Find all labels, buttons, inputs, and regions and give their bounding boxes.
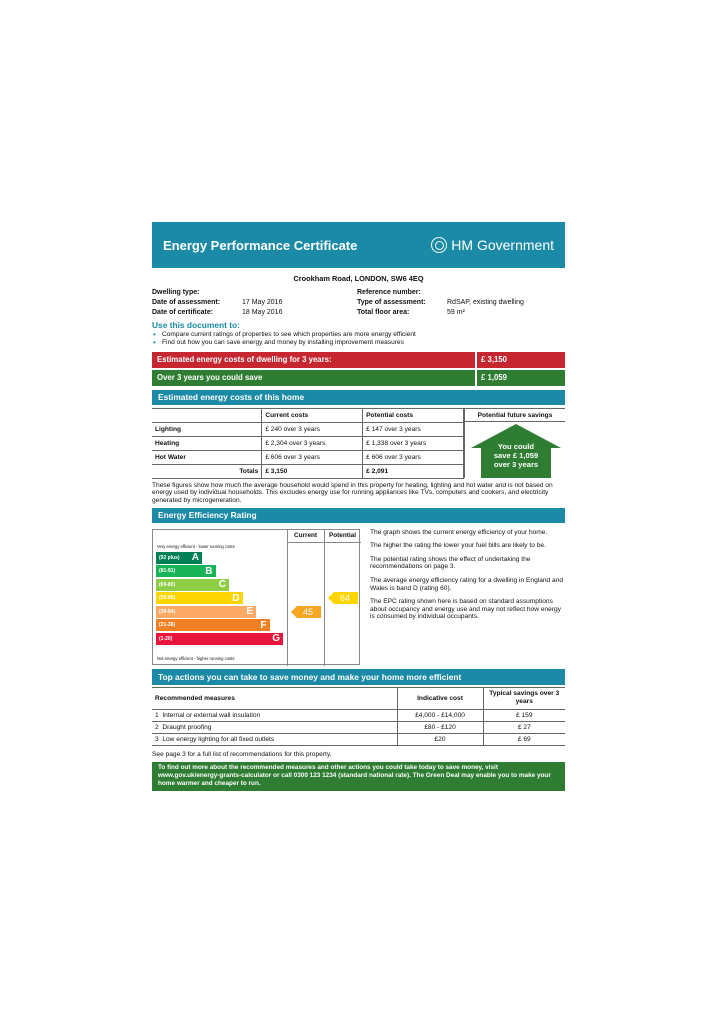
type-assessment-label: Type of assessment: xyxy=(357,299,426,306)
potential-costs-header: Potential costs xyxy=(363,408,464,422)
date-assessment-label: Date of assessment: xyxy=(152,299,221,306)
list-item: • Find out how you can save energy and money by installing improvement measures xyxy=(153,338,404,348)
band-range: (55-68) xyxy=(159,595,176,602)
costs-table xyxy=(152,408,464,479)
bullet-icon: • xyxy=(153,330,156,339)
estimated-costs-label: Estimated energy costs of dwelling for 3 years: xyxy=(152,352,477,368)
rating-band-c xyxy=(156,579,229,591)
current-cost: £ 606 over 3 years xyxy=(262,450,363,464)
costs-note: These figures show how much the average household would spend in this property for heating, lighting and hot water and is not based on energy used by individual households. This excludes energy use for running appliances like TVs, computers and cookers, and electricity generated by microgeneration. xyxy=(152,481,553,504)
table-row xyxy=(152,436,464,450)
date-assessment-value: 17 May 2016 xyxy=(242,299,283,306)
row-label: Lighting xyxy=(152,422,262,436)
band-letter: E xyxy=(246,606,253,618)
potential-total: £ 2,091 xyxy=(363,464,464,478)
potential-rating-arrow: 64 xyxy=(328,592,358,604)
table-header-row xyxy=(152,408,464,422)
band-letter: G xyxy=(272,633,280,645)
dwelling-type-label: Dwelling type: xyxy=(152,289,200,296)
header-divider xyxy=(287,542,361,543)
indicative-cost-header: Indicative cost xyxy=(397,687,483,709)
measure-cell: 1 Internal or external wall insulation xyxy=(152,709,397,721)
current-cost: £ 2,304 over 3 years xyxy=(262,436,363,450)
cost-cell: £4,000 - £14,000 xyxy=(397,709,483,721)
measure-cell: 2 Draught proofing xyxy=(152,721,397,733)
potential-cost: £ 606 over 3 years xyxy=(363,450,464,464)
costs-table-wrap xyxy=(152,408,565,479)
table-row xyxy=(152,709,565,721)
band-letter: B xyxy=(205,565,213,577)
band-letter: C xyxy=(218,579,226,591)
typical-savings-header: Typical savings over 3 years xyxy=(483,687,565,709)
actions-section-title: Top actions you can take to save money and make your home more efficient xyxy=(152,669,565,685)
savings-value: £ 1,059 xyxy=(481,373,508,383)
eer-paragraph: The EPC rating shown here is based on standard assumptions about occupancy and energy use and may not reflect how energy is consumed by individual occupants. xyxy=(370,598,561,621)
savings-cell: £ 27 xyxy=(483,721,565,733)
date-certificate-value: 18 May 2016 xyxy=(242,309,283,316)
rating-band-d xyxy=(156,592,243,604)
band-range: (69-80) xyxy=(159,581,176,588)
estimated-costs-bar xyxy=(152,352,565,368)
eer-paragraph: The potential rating shows the effect of undertaking the recommendations on page 3. xyxy=(370,555,531,571)
royal-crest-icon xyxy=(431,237,447,253)
bullet-icon: • xyxy=(153,338,156,348)
totals-label: Totals xyxy=(152,464,262,478)
band-range: (1-20) xyxy=(159,635,173,642)
band-range: (39-54) xyxy=(159,608,176,615)
eer-section-title: Energy Efficiency Rating xyxy=(152,508,565,523)
property-address: Crookham Road, LONDON, SW6 4EQ xyxy=(293,274,424,283)
current-costs-header: Current costs xyxy=(262,408,363,422)
recommendations-note: See page 3 for a full list of recommendations for this property. xyxy=(152,750,332,758)
band-range: (21-38) xyxy=(159,622,176,629)
eer-paragraph: The graph shows the current energy efficiency of your home. xyxy=(370,528,548,536)
current-rating-arrow: 45 xyxy=(291,606,321,618)
table-row xyxy=(152,721,565,733)
measures-header: Recommended measures xyxy=(152,687,397,709)
totals-row xyxy=(152,464,464,478)
floor-area-label: Total floor area: xyxy=(357,309,410,316)
certificate-title: Energy Performance Certificate xyxy=(163,237,358,253)
savings-bar xyxy=(152,370,565,386)
eer-paragraph: The average energy efficiency rating for a dwelling in England and Wales is band D (rating 60). xyxy=(370,576,564,592)
band-letter: D xyxy=(232,592,240,604)
reference-label: Reference number: xyxy=(357,289,421,296)
table-row xyxy=(152,450,464,464)
row-label: Heating xyxy=(152,436,262,450)
rating-band-f xyxy=(156,619,270,631)
row-label: Hot Water xyxy=(152,450,262,464)
future-savings-panel xyxy=(464,408,565,478)
type-assessment-value: RdSAP, existing dwelling xyxy=(447,299,524,306)
rating-band-a xyxy=(156,552,202,564)
hm-government-logo xyxy=(431,237,554,253)
band-letter: A xyxy=(191,552,199,564)
eer-chart xyxy=(152,529,360,665)
house-savings-text: You could save £ 1,059 over 3 years xyxy=(493,441,539,469)
rating-band-e xyxy=(156,606,256,618)
list-item: • Compare current ratings of properties to see which properties are more energy efficient xyxy=(153,330,416,339)
cost-cell: £20 xyxy=(397,733,483,745)
cost-cell: £80 - £120 xyxy=(397,721,483,733)
energy-efficiency-rating xyxy=(152,529,565,665)
measure-cell: 3 Low energy lighting for all fixed outlets xyxy=(152,733,397,745)
current-cost: £ 240 over 3 years xyxy=(262,422,363,436)
estimated-costs-value: £ 3,150 xyxy=(481,355,508,365)
eer-explanation xyxy=(360,529,565,665)
table-row xyxy=(152,422,464,436)
rating-band-b xyxy=(156,565,216,577)
use-document-list xyxy=(153,331,565,348)
rating-band-g xyxy=(156,633,283,645)
green-deal-footer: To find out more about the recommended measures and other actions you could take today to save money, visit www.gov.uk/energy-grants-calculator or call 0300 123 1234 (standard national rate). The Green Deal may enable you to make your home warmer and cheaper to run. xyxy=(152,762,565,791)
column-divider xyxy=(287,530,288,666)
scale-bottom-label: Not energy efficient - higher running costs xyxy=(157,655,235,661)
band-range: (81-91) xyxy=(159,568,176,575)
use-document-title: Use this document to: xyxy=(152,320,240,330)
current-total: £ 3,150 xyxy=(262,464,363,478)
potential-cost: £ 147 over 3 years xyxy=(363,422,464,436)
table-header-row xyxy=(152,687,565,709)
savings-label: Over 3 years you could save xyxy=(152,370,477,386)
future-savings-header: Potential future savings xyxy=(465,408,565,422)
hm-government-text: HM Government xyxy=(451,237,554,253)
current-column-header: Current xyxy=(293,531,318,539)
scale-top-label: Very energy efficient - lower running costs xyxy=(157,543,235,549)
eer-paragraph: The higher the rating the lower your fuel bills are likely to be. xyxy=(370,542,546,550)
band-letter: F xyxy=(260,619,267,631)
costs-section-title: Estimated energy costs of this home xyxy=(152,390,565,405)
table-row xyxy=(152,733,565,745)
date-certificate-label: Date of certificate: xyxy=(152,309,214,316)
column-divider xyxy=(324,530,325,666)
band-range: (92 plus) xyxy=(159,554,180,561)
potential-cost: £ 1,338 over 3 years xyxy=(363,436,464,450)
floor-area-value: 59 m² xyxy=(447,309,465,316)
actions-table xyxy=(152,687,565,746)
epc-document xyxy=(152,222,565,814)
savings-cell: £ 69 xyxy=(483,733,565,745)
header-bar xyxy=(152,222,565,268)
certificate-details xyxy=(152,288,565,318)
savings-cell: £ 159 xyxy=(483,709,565,721)
potential-column-header: Potential xyxy=(329,531,356,539)
